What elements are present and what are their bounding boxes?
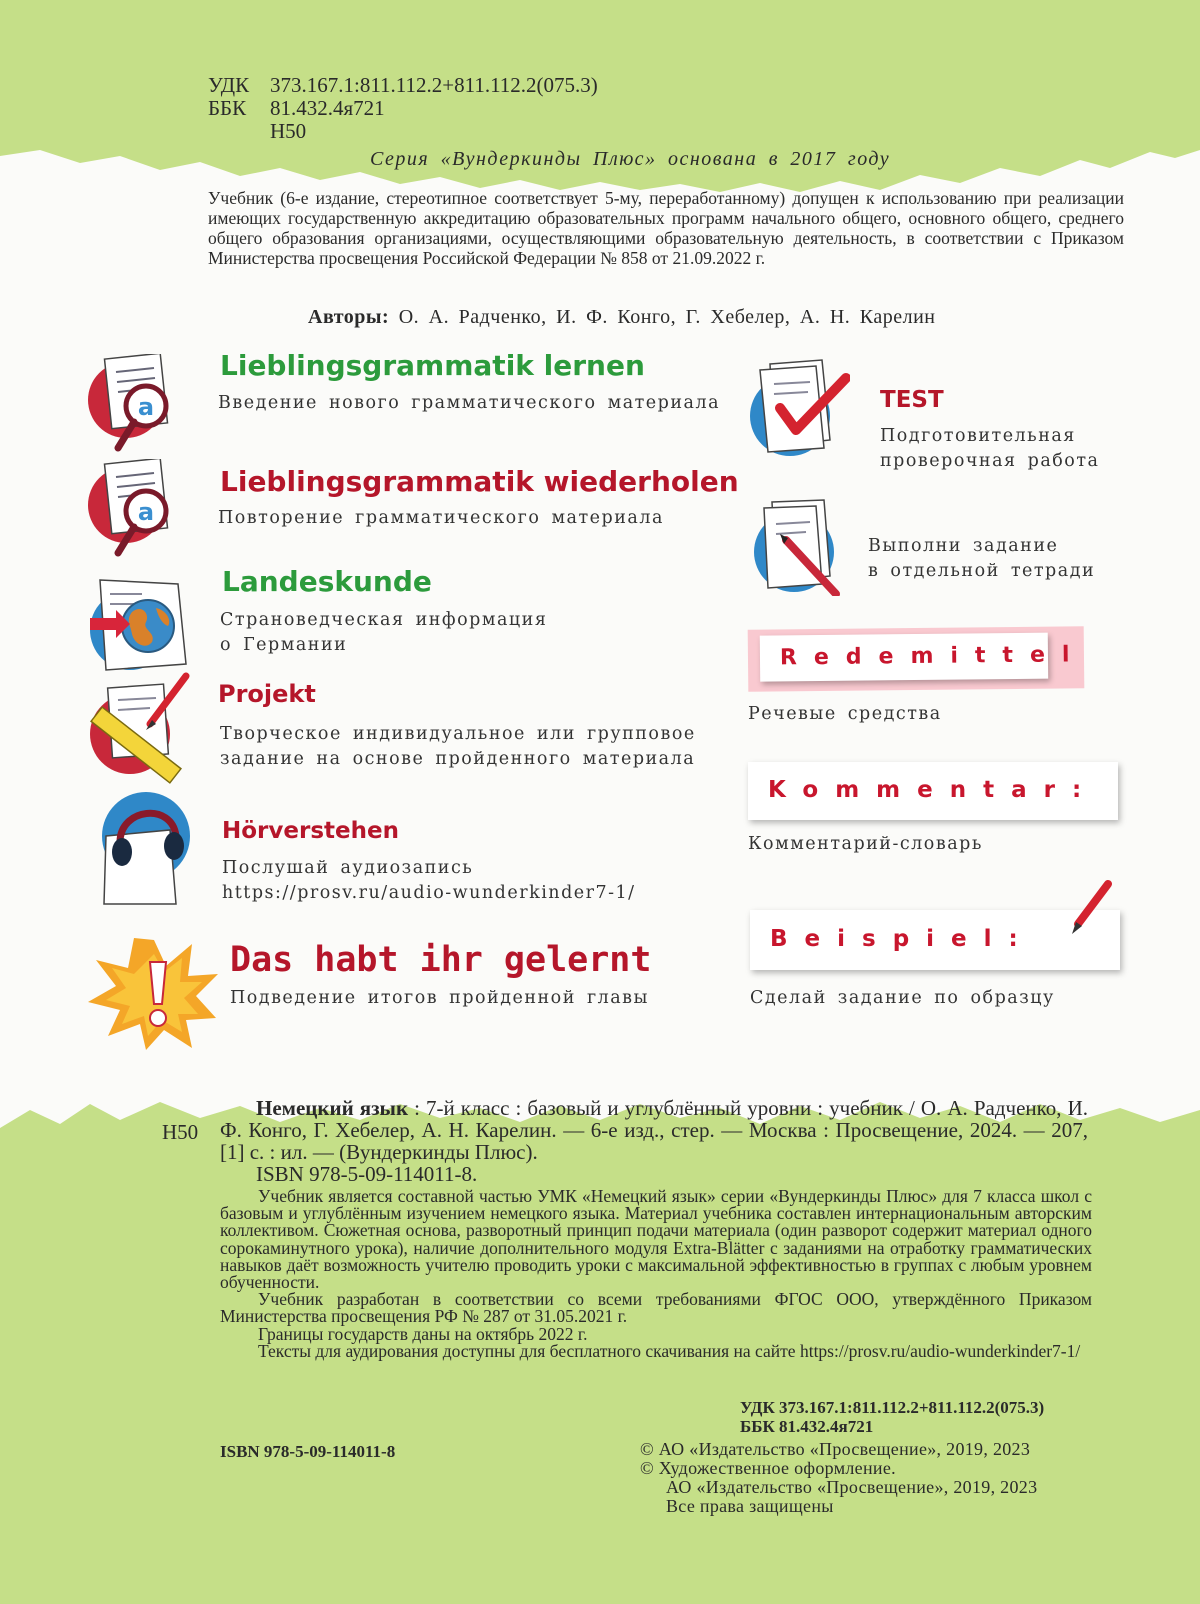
legend-desc-line: Послушай аудиозапись <box>222 858 474 878</box>
bottom-isbn: ISBN 978-5-09-114011-8 <box>220 1442 396 1461</box>
legend-desc-test <box>880 424 1099 474</box>
beispiel-label: Beispiel: <box>750 910 1120 970</box>
legend-desc-line: Подготовительная <box>880 426 1076 446</box>
svg-text:a: a <box>137 393 155 421</box>
svg-text:a: a <box>137 498 155 526</box>
globe-book-icon <box>86 574 190 674</box>
approval-text: Учебник (6-е издание, стереотипное соответствует 5-му, переработанному) допущен к использованию при реализации имеющих государственную аккредитацию образовательных программ начального общего, основного общего, среднего общего образования организациями, осуществляющими образовательную деятельность, в соответствии с Приказом Министерства просвещения Российской Федерации № 858 от 21.09.2022 г. <box>208 188 1124 268</box>
legend-desc-kommentar: Комментарий-словарь <box>748 834 983 854</box>
legend-desc-wiederholen: Повторение грамматического материала <box>218 508 664 528</box>
exclamation-splash-icon <box>84 936 220 1052</box>
magnifier-document-icon <box>86 354 186 454</box>
legend-title-lernen: Lieblingsgrammatik lernen <box>220 349 645 382</box>
checkmark-document-icon <box>750 356 850 462</box>
bbk-value: 81.432.4я721 <box>270 96 385 120</box>
authors-line <box>308 306 936 329</box>
bib-title: Немецкий язык <box>256 1096 409 1120</box>
authors-label: Авторы: <box>308 306 390 328</box>
bottom-udk: УДК 373.167.1:811.112.2+811.112.2(075.3) <box>740 1398 1045 1417</box>
bottom-bbk: ББК 81.432.4я721 <box>740 1417 874 1436</box>
ruler-pencil-icon <box>80 672 192 784</box>
udk-label: УДК <box>208 73 250 97</box>
legend-desc-landeskunde <box>220 608 547 658</box>
legend-desc-line: в отдельной тетради <box>868 561 1096 581</box>
legend-desc-line: о Германии <box>220 635 348 655</box>
legend-title-hoerverstehen: Hörverstehen <box>222 818 399 844</box>
udk-block <box>208 74 598 143</box>
series-line: Серия «Вундеркинды Плюс» основана в 2017 году <box>370 148 891 170</box>
rights-line: Все права защищены <box>666 1496 834 1516</box>
copyright-line: © Художественное оформление. <box>640 1458 896 1478</box>
audio-link[interactable]: https://prosv.ru/audio-wunderkinder7-1/ <box>222 883 636 903</box>
legend-desc-beispiel: Сделай задание по образцу <box>750 988 1055 1008</box>
authors-names: О. А. Радченко, И. Ф. Конго, Г. Хебелер, А. Н. Карелин <box>398 306 936 328</box>
udk-value: 373.167.1:811.112.2+811.112.2(075.3) <box>270 73 598 97</box>
pencil-icon <box>1066 878 1114 936</box>
headphones-icon <box>92 786 196 906</box>
bib-isbn-line: ISBN 978-5-09-114011-8. <box>256 1162 478 1186</box>
annotation-paragraph: Учебник является составной частью УМК «Немецкий язык» серии «Вундеркинды Плюс» для 7 класса школ с базовым и углублённым изучением немецкого языка. Материал учебника составлен интернациональным авторским коллективом. Сюжетная основа, разворотный принцип подачи материала (один разворот содержит материал одного сорокаминутного урока), наличие дополнительного модуля Extra-Blätter с заданиями на отработку грамматических навыков даёт возможность учителю проводить уроки с максимальной эффективностью в группах с любым уровнем обученности. <box>220 1186 1092 1293</box>
copyright-line: АО «Издательство «Просвещение», 2019, 2023 <box>666 1477 1038 1497</box>
annotation-paragraph: Учебник разработан в соответствии со всеми требованиями ФГОС ООО, утверждённого Приказом Министерства просвещения РФ № 287 от 31.05.2021 г. <box>220 1289 1092 1327</box>
legend-desc-notebook <box>868 534 1095 584</box>
legend-desc-line: Творческое индивидуальное или групповое <box>220 724 696 744</box>
legend-title-wiederholen: Lieblingsgrammatik wiederholen <box>220 465 739 498</box>
legend-desc-projekt <box>220 722 696 772</box>
redemittel-frame <box>748 626 1085 692</box>
bib-description: : 7-й класс : базовый и углублённый уровни : учебник / О. А. Радченко, И. Ф. Конго, Г. Хебелер, А. Н. Карелин. — 6-е изд., стер. — Москва : Просвещение, 2024. — 207, [1] с. : ил. — (Вундеркинды Плюс). <box>220 1096 1088 1164</box>
legend-desc-line: задание на основе пройденного материала <box>220 749 696 769</box>
legend-desc-gelernt: Подведение итогов пройденной главы <box>230 988 649 1008</box>
legend-title-projekt: Projekt <box>218 680 316 708</box>
legend-title-landeskunde: Landeskunde <box>222 565 432 598</box>
bbk-label: ББК <box>208 96 247 120</box>
copyright-block <box>640 1440 1037 1516</box>
legend-desc-line: Страноведческая информация <box>220 610 548 630</box>
bottom-classification <box>740 1398 1044 1436</box>
legend-desc-line: проверочная работа <box>880 451 1100 471</box>
kommentar-label: Kommentar: <box>748 762 1118 820</box>
legend-desc-line: Выполни задание <box>868 536 1059 556</box>
author-mark: Н50 <box>270 119 307 143</box>
bib-annotation <box>220 1188 1092 1360</box>
annotation-paragraph: Тексты для аудирования доступны для бесплатного скачивания на сайте https://prosv.ru/audio-wunderkinder7-1/ <box>258 1340 1081 1361</box>
legend-desc-lernen: Введение нового грамматического материала <box>218 393 721 413</box>
legend-desc-hoerverstehen <box>222 856 636 906</box>
bib-record <box>220 1097 1088 1163</box>
legend-title-gelernt: Das habt ihr gelernt <box>230 940 652 980</box>
legend-title-test: TEST <box>880 387 944 413</box>
magnifier-document-icon <box>86 459 186 559</box>
legend-desc-redemittel: Речевые средства <box>748 704 942 724</box>
annotation-paragraph: Границы государств даны на октябрь 2022 г. <box>258 1323 588 1344</box>
bib-author-mark: Н50 <box>162 1120 199 1144</box>
pen-document-icon <box>750 496 854 596</box>
redemittel-label: Redemittel <box>760 633 1048 682</box>
copyright-line: © АО «Издательство «Просвещение», 2019, 2023 <box>640 1439 1031 1459</box>
